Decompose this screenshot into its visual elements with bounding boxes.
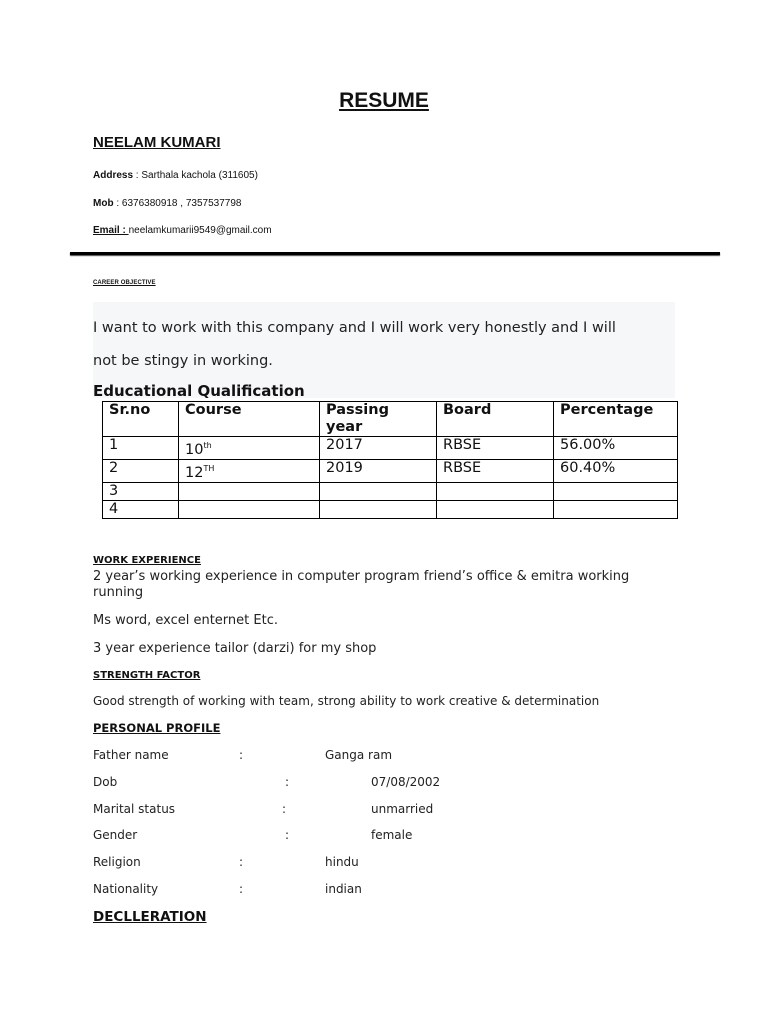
profile-colon-nationality: :	[239, 882, 244, 896]
personal-profile-heading: PERSONAL PROFILE	[93, 721, 221, 735]
profile-value-nationality: indian	[325, 882, 362, 896]
cell-percentage	[554, 482, 678, 500]
profile-value-marital: unmarried	[371, 802, 434, 816]
table-row	[103, 459, 678, 482]
cell-board	[437, 500, 554, 518]
profile-label-nationality: Nationality	[93, 882, 159, 896]
email-label: Email :	[93, 225, 129, 236]
col-header-board: Board	[437, 402, 554, 437]
mobile-value: : 6376380918 , 7357537798	[113, 198, 242, 209]
career-objective-heading: CAREER OBJECTIVE	[93, 280, 156, 286]
col-header-passing-year: Passing year	[320, 402, 437, 437]
cell-srno: 2	[103, 459, 179, 482]
education-heading: Educational Qualification	[93, 382, 305, 400]
profile-value-father: Ganga ram	[325, 748, 393, 762]
work-experience-line-3: 3 year experience tailor (darzi) for my shop	[93, 641, 377, 656]
table-row	[103, 437, 678, 460]
profile-colon-gender: :	[285, 828, 290, 842]
col-header-percentage: Percentage	[554, 402, 678, 437]
header-divider	[70, 252, 720, 255]
cell-board: RBSE	[437, 437, 554, 460]
profile-colon-marital: :	[282, 802, 287, 816]
cell-course	[179, 482, 320, 500]
profile-value-dob: 07/08/2002	[371, 775, 441, 789]
objective-line-1: I want to work with this company and I will work very honestly and I will	[93, 320, 616, 336]
resume-title: RESUME	[339, 89, 429, 112]
cell-year	[320, 482, 437, 500]
profile-colon-religion: :	[239, 855, 244, 869]
cell-percentage: 56.00%	[554, 437, 678, 460]
candidate-name: NEELAM KUMARI	[93, 134, 221, 151]
profile-label-marital: Marital status	[93, 802, 176, 816]
cell-year: 2019	[320, 459, 437, 482]
cell-board: RBSE	[437, 459, 554, 482]
cell-board	[437, 482, 554, 500]
cell-course: 10th	[179, 437, 320, 460]
cell-srno: 1	[103, 437, 179, 460]
profile-label-father: Father name	[93, 748, 169, 762]
cell-year	[320, 500, 437, 518]
mobile-line	[93, 198, 241, 209]
email-value: neelamkumarii9549@gmail.com	[128, 225, 272, 236]
cell-course	[179, 500, 320, 518]
profile-label-gender: Gender	[93, 828, 138, 842]
declaration-heading: DECLLERATION	[93, 909, 207, 925]
address-line	[93, 170, 258, 181]
cell-srno: 4	[103, 500, 179, 518]
work-experience-heading: WORK EXPERIENCE	[93, 555, 201, 566]
work-experience-line-1: 2 year’s working experience in computer program friend’s office & emitra working running	[93, 569, 630, 600]
objective-line-2: not be stingy in working.	[93, 353, 273, 369]
mobile-label: Mob	[93, 198, 114, 209]
address-value: : Sarthala kachola (311605)	[133, 170, 258, 181]
education-header-row	[103, 402, 678, 437]
address-label: Address	[93, 170, 134, 181]
profile-value-religion: hindu	[325, 855, 359, 869]
email-line	[93, 225, 272, 236]
col-header-course: Course	[179, 402, 320, 437]
work-experience-line-2: Ms word, excel enternet Etc.	[93, 613, 278, 628]
career-objective-text	[93, 312, 673, 378]
education-table	[102, 401, 678, 519]
profile-value-gender: female	[371, 828, 413, 842]
cell-percentage: 60.40%	[554, 459, 678, 482]
table-row	[103, 500, 678, 518]
table-row	[103, 482, 678, 500]
strength-text: Good strength of working with team, strong ability to work creative & determination	[93, 694, 600, 708]
profile-label-dob: Dob	[93, 775, 118, 789]
col-header-srno: Sr.no	[103, 402, 179, 437]
cell-year: 2017	[320, 437, 437, 460]
profile-colon-father: :	[239, 748, 244, 762]
strength-heading: STRENGTH FACTOR	[93, 670, 201, 681]
cell-course: 12TH	[179, 459, 320, 482]
cell-srno: 3	[103, 482, 179, 500]
cell-percentage	[554, 500, 678, 518]
profile-colon-dob: :	[285, 775, 290, 789]
profile-label-religion: Religion	[93, 855, 141, 869]
